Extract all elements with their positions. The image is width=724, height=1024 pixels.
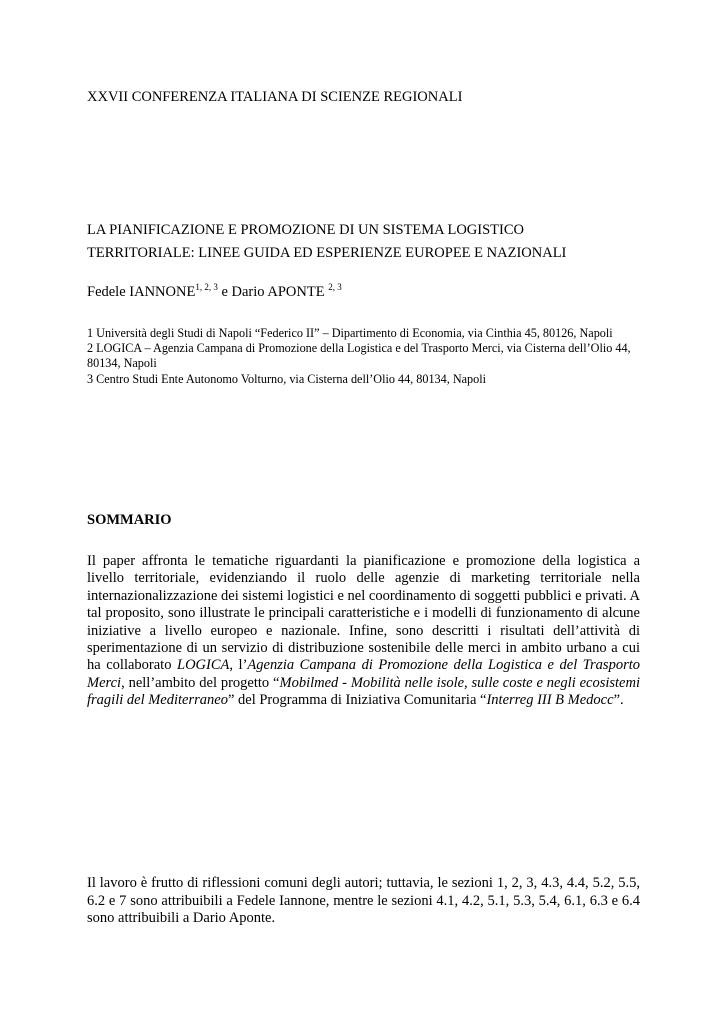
affiliation-3: 3 Centro Studi Ente Autonomo Volturno, via Cisterna dell’Olio 44, 80134, Napoli [87, 371, 487, 386]
paper-title [87, 219, 640, 265]
abstract-paragraph [87, 553, 640, 710]
abstract-text-3: , nell’ambito del progetto “ [121, 674, 280, 691]
authorship-note: Il lavoro è frutto di riflessioni comuni degli autori; tuttavia, le sezioni 1, 2, 3, 4.3, 4.4, 5.2, 5.5, 6.2 e 7 sono attribuibili a Fedele Iannone, mentre le sezioni 4.1, 4.2, 5.1, 5.3, 5.4, 6.1, 6.3 e 6.4 sono attribuibili a Dario Aponte. [87, 875, 640, 927]
conference-name: XXVII CONFERENZA ITALIANA DI SCIENZE REGIONALI [87, 89, 463, 105]
abstract-project-emphasis: Mobilmed - Mobilità nelle isole, sulle coste e negli ecosistemi fragili del Mediterraneo [87, 674, 640, 709]
paper-title-line-1: LA PIANIFICAZIONE E PROMOZIONE DI UN SISTEMA LOGISTICO [87, 222, 525, 238]
abstract-programme-emphasis: Interreg III B Medocc [486, 692, 614, 709]
section-heading-sommario: SOMMARIO [87, 512, 172, 528]
abstract-text-1: Il paper affronta le tematiche riguardanti la pianificazione e promozione della logistica a livello territoriale, evidenziando il ruolo delle agenzie di marketing territoriale nella internazionalizzazione dei sistemi logistici e nel coordinamento di soggetti pubblici e privati. A tal proposito, sono illustrate le principali caratteristiche e i modelli di funzionamento di alcune iniziative a livello europeo e nazionale. Infine, sono descritti i risultati dell’attività di sperimentazione di un servizio di distribuzione sostenibile delle merci in ambito urbano a cui ha collaborato [87, 553, 640, 674]
author-2-name: Dario APONTE [231, 284, 329, 300]
abstract-logica-emphasis: LOGICA [177, 657, 230, 674]
affiliation-1: 1 Università degli Studi di Napoli “Federico II” – Dipartimento di Economia, via Cinthia 45, 80126, Napoli [87, 326, 613, 340]
abstract-text-4: ” del Programma di Iniziativa Comunitaria “ [227, 692, 487, 709]
affiliation-2: 2 LOGICA – Agenzia Campana di Promozione della Logistica e del Trasporto Merci, via Cisterna dell’Olio 44, 80134, Napoli [87, 341, 631, 371]
abstract-text-2: , l’ [229, 657, 248, 674]
authors-connector: e [217, 284, 232, 300]
abstract-text-5: ”. [613, 692, 624, 709]
author-1-name: Fedele IANNONE [87, 284, 196, 300]
affiliations-list [87, 326, 640, 387]
author-2-affiliations: 2, 3 [328, 282, 342, 292]
paper-title-line-2: TERRITORIALE: LINEE GUIDA ED ESPERIENZE EUROPEE E NAZIONALI [87, 245, 567, 261]
authors-line [87, 284, 640, 301]
author-1-affiliations: 1, 2, 3 [195, 282, 218, 292]
abstract-agency-emphasis: Agenzia Campana di Promozione della Logistica e del Trasporto Merci [87, 657, 640, 691]
